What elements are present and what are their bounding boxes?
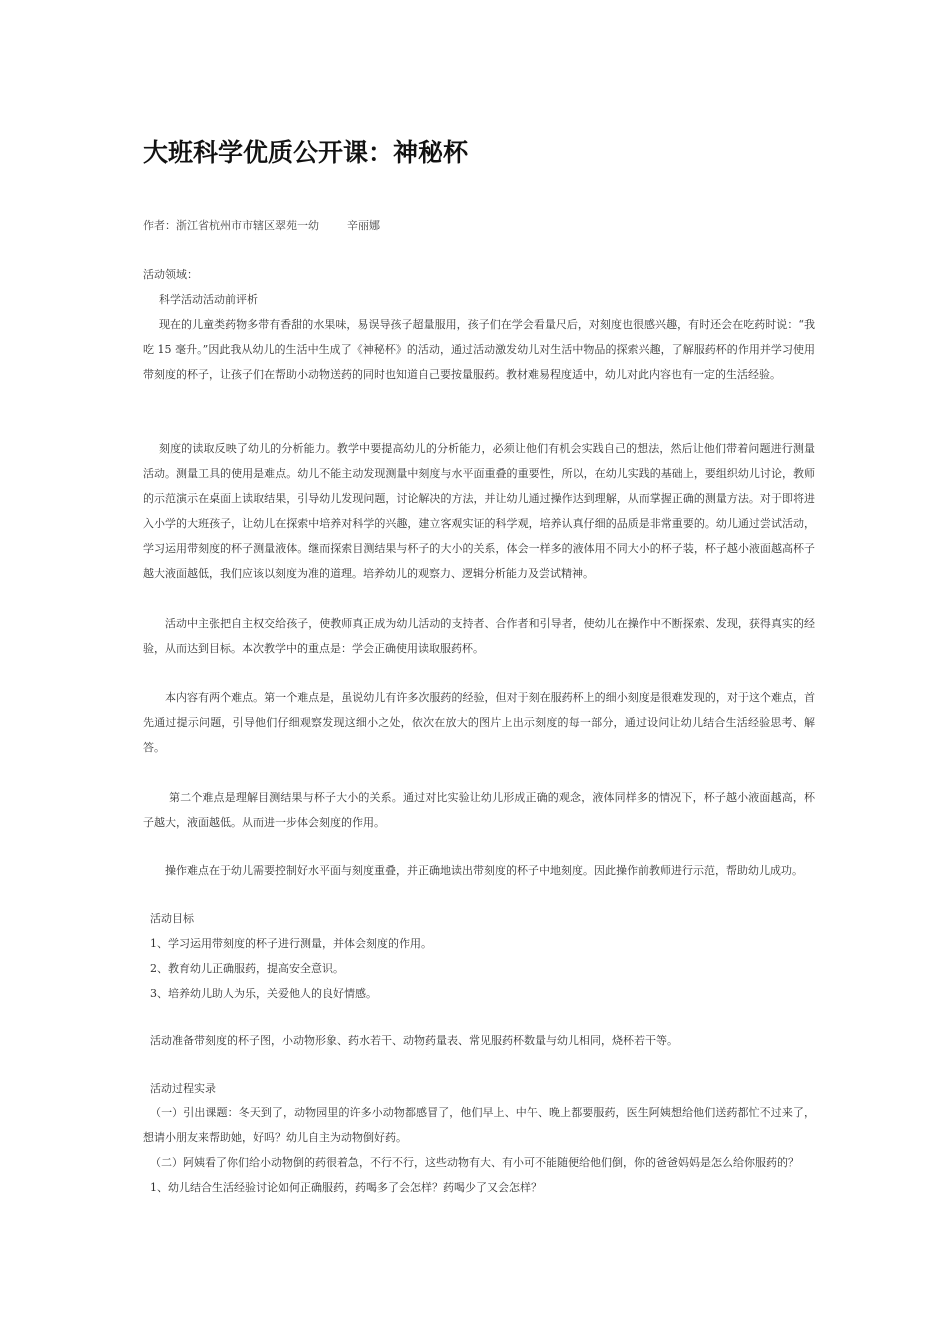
- process-step-2: （二）阿姨看了你们给小动物倒的药很着急，不行不行，这些动物有大、有小可不能随便给他们倒，你的爸爸妈妈是怎么给你服药的？: [150, 1156, 799, 1169]
- preparation: 活动准备带刻度的杯子图，小动物形象、药水若干、动物药量表、常见服药杯数量与幼儿相同，烧杯若干等。: [150, 1034, 678, 1047]
- author-label: 作者：浙江省杭州市市辖区翠苑一幼: [143, 219, 319, 232]
- paragraph-2: 刻度的读取反映了幼儿的分析能力。教学中要提高幼儿的分析能力，必须让他们有机会实践自己的想法，然后让他们带着问题进行测量活动。测量工具的使用是难点。幼儿不能主动发现测量中刻度与水平面重叠的重要性，所以，在幼儿实践的基础上，要组织幼儿讨论，教师的示范演示在桌面上读取结果，引导幼儿发现问题，讨论解决的方法，并让幼儿通过操作达到理解，从而掌握正确的测量方法。对于即将进入小学的大班孩子，让幼儿在探索中培养对科学的兴趣，建立客观实证的科学观，培养认真仔细的品质是非常重要的。幼儿通过尝试活动，学习运用带刻度的杯子测量液体。继而探索目测结果与杯子的大小的关系，体会一样多的液体用不同大小的杯子装，杯子越小液面越高杯子越大液面越低，我们应该以刻度为准的道理。培养幼儿的观察力、逻辑分析能力及尝试精神。: [143, 442, 815, 580]
- goal-item-3: 3、培养幼儿助人为乐，关爱他人的良好情感。: [150, 987, 377, 1000]
- paragraph-1: 现在的儿童类药物多带有香甜的水果味，易误导孩子超量服用，孩子们在学会看量尺后，对刻度也很感兴趣，有时还会在吃药时说：“我吃 15 毫升。”因此我从幼儿的生活中生成了《神秘杯》的活动，通过活动激发幼儿对生活中物品的探索兴趣，了解服药杯的作用并学习使用带刻度的杯子，让孩子们在帮助小动物送药的同时也知道自己要按量服药。教材难易程度适中，幼儿对此内容也有一定的生活经验。: [143, 318, 815, 381]
- author-line: [143, 217, 380, 233]
- paragraph-4: 本内容有两个难点。第一个难点是，虽说幼儿有许多次服药的经验，但对于刻在服药杯上的细小刻度是很难发现的，对于这个难点，首先通过提示问题，引导他们仔细观察发现这细小之处，依次在放大的图片上出示刻度的每一部分，通过设问让幼儿结合生活经验思考、解答。: [143, 691, 815, 754]
- author-name: 辛丽娜: [347, 219, 380, 232]
- process-step-1: （一）引出课题：冬天到了，动物园里的许多小动物都感冒了，他们早上、中午、晚上都要服药，医生阿姨想给他们送药都忙不过来了，想请小朋友来帮助她，好吗？幼儿自主为动物倒好药。: [143, 1106, 815, 1144]
- paragraph-6: 操作难点在于幼儿需要控制好水平面与刻度重叠，并正确地读出带刻度的杯子中地刻度。因此操作前教师进行示范，帮助幼儿成功。: [165, 864, 803, 877]
- subheading: 科学活动活动前评析: [159, 293, 258, 306]
- paragraph-5: 第二个难点是理解目测结果与杯子大小的关系。通过对比实验让幼儿形成正确的观念，液体同样多的情况下，杯子越小液面越高，杯子越大，液面越低。从而进一步体会刻度的作用。: [143, 791, 815, 829]
- goal-item-2: 2、教育幼儿正确服药，提高安全意识。: [150, 962, 344, 975]
- goals-heading: 活动目标: [150, 912, 194, 925]
- paragraph-3: 活动中主张把自主权交给孩子，使教师真正成为幼儿活动的支持者、合作者和引导者，使幼儿在操作中不断探索、发现，获得真实的经验，从而达到目标。本次教学中的重点是：学会正确使用读取服药杯。: [143, 617, 815, 655]
- goal-item-1: 1、学习运用带刻度的杯子进行测量，并体会刻度的作用。: [150, 937, 432, 950]
- process-heading: 活动过程实录: [150, 1082, 216, 1095]
- domain-label: 活动领域：: [143, 268, 198, 281]
- document-title: 大班科学优质公开课：神秘杯: [143, 138, 469, 167]
- process-step-2-1: 1、幼儿结合生活经验讨论如何正确服药，药喝多了会怎样？药喝少了又会怎样？: [150, 1181, 542, 1194]
